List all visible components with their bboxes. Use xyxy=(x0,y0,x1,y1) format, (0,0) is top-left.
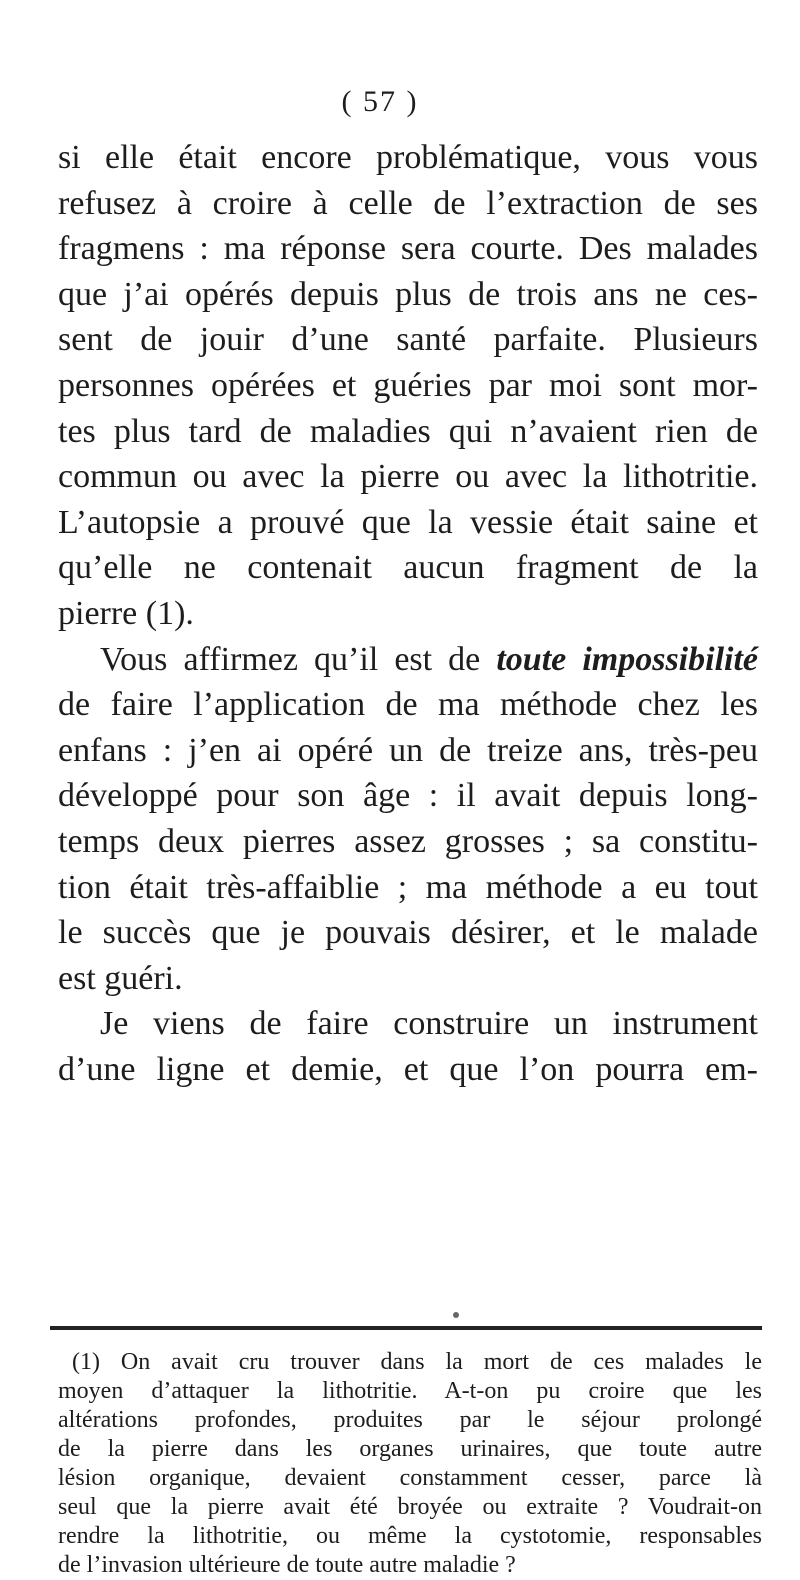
footnote-line: altérations profondes, produites par le séjour prolongé xyxy=(58,1407,762,1433)
page-number: ( 57 ) xyxy=(341,85,419,118)
text-line: commun ou avec la pierre ou avec la lithotritie. xyxy=(58,458,758,496)
footnote-line: lésion organique, devaient constamment cesser, parce là xyxy=(58,1465,762,1491)
text-line: sent de jouir d’une santé parfaite. Plusieurs xyxy=(58,321,758,359)
footnote-line: moyen d’attaquer la lithotritie. A-t-on pu croire que les xyxy=(58,1378,762,1404)
footnote-separator-rule xyxy=(50,1326,762,1330)
text-line-with-emphasis xyxy=(58,637,758,683)
text-line: refusez à croire à celle de l’extraction de ses xyxy=(58,184,758,222)
footnote xyxy=(58,1348,762,1580)
text-line: est guéri. xyxy=(58,959,183,997)
text-line: tion était très-affaiblie ; ma méthode a eu tout xyxy=(58,868,758,906)
text-line: développé pour son âge : il avait depuis long- xyxy=(58,777,758,815)
text-line: Je viens de faire construire un instrument xyxy=(100,1005,758,1043)
main-text xyxy=(58,135,758,1092)
text-line: enfans : j’en ai opéré un de treize ans, très-peu xyxy=(58,731,758,769)
text-line: qu’elle ne contenait aucun fragment de la xyxy=(58,549,758,587)
text-line: fragmens : ma réponse sera courte. Des malades xyxy=(58,230,758,268)
ink-dot xyxy=(453,1312,459,1318)
footnote-line: rendre la lithotritie, ou même la cystotomie, responsables xyxy=(58,1523,762,1549)
footnote-line: de l’invasion ultérieure de toute autre maladie ? xyxy=(58,1552,516,1578)
footnote-line: (1) On avait cru trouver dans la mort de ces malades le xyxy=(72,1349,762,1375)
text-line: personnes opérées et guéries par moi sont mor- xyxy=(58,366,758,404)
text-line: pierre (1). xyxy=(58,594,194,632)
text-fragment: Vous affirmez qu’il est de xyxy=(100,640,497,678)
text-line: que j’ai opérés depuis plus de trois ans ne ces- xyxy=(58,275,758,313)
text-line: le succès que je pouvais désirer, et le malade xyxy=(58,914,758,952)
footnote-line: de la pierre dans les organes urinaires, que toute autre xyxy=(58,1436,762,1462)
text-line: d’une ligne et demie, et que l’on pourra em- xyxy=(58,1050,758,1088)
emphasized-phrase: toute impossibilité xyxy=(496,640,758,678)
text-line: temps deux pierres assez grosses ; sa constitu- xyxy=(58,822,758,860)
footnote-line: seul que la pierre avait été broyée ou extraite ? Voudrait-on xyxy=(58,1494,762,1520)
text-line: de faire l’application de ma méthode chez les xyxy=(58,686,758,724)
text-line: tes plus tard de maladies qui n’avaient rien de xyxy=(58,412,758,450)
text-line: si elle était encore problématique, vous vous xyxy=(58,139,758,176)
text-line: L’autopsie a prouvé que la vessie était saine et xyxy=(58,503,758,541)
